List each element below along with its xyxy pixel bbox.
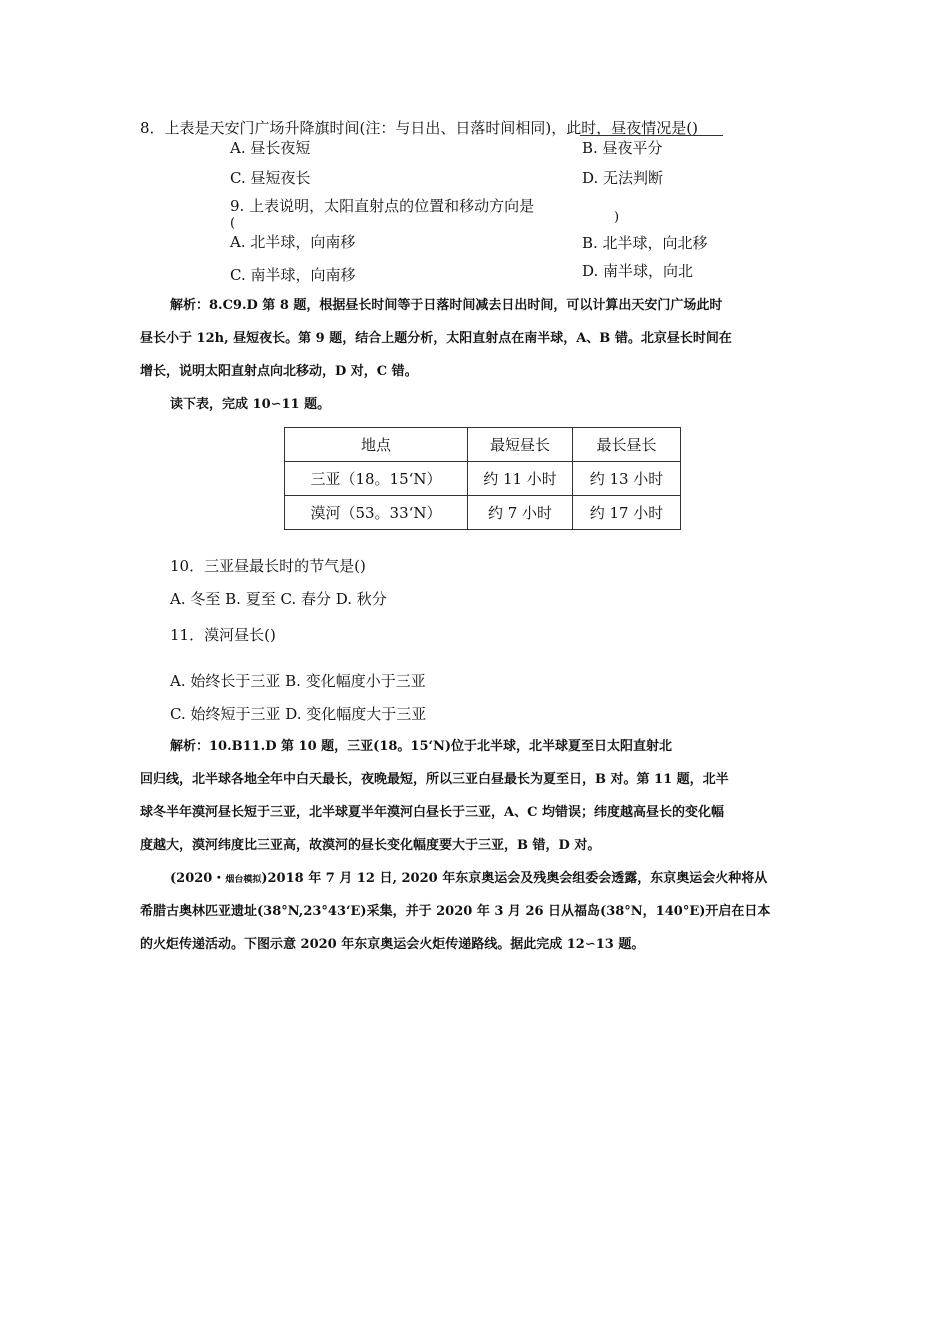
table-cell: 约 7 小时 [468,496,573,530]
analysis1-line2: 昼长小于 12h, 昼短夜长。第 9 题，结合上题分析，太阳直射点在南半球，A、B 错。北京昼长时间在 [140,331,732,346]
analysis2-line3: 球冬半年漠河昼长短于三亚，北半球夏半年漠河白昼长于三亚，A、C 均错误；纬度越高昼长的变化幅 [140,805,724,820]
table-row [285,462,681,496]
q10-options: A. 冬至 B. 夏至 C. 春分 D. 秋分 [170,590,387,608]
q9-option-a: A. 北半球，向南移 [230,233,356,251]
passage-line3: 的火炬传递活动。下图示意 2020 年东京奥运会火炬传递路线。据此完成 12∽13 题。 [140,937,645,952]
q9-paren-close: ) [614,210,620,225]
analysis2-line4: 度越大，漠河纬度比三亚高，故漠河的昼长变化幅度要大于三亚，B 错，D 对。 [140,838,601,853]
table-header-row [285,428,681,462]
q8-option-d: D. 无法判断 [582,169,664,187]
q8-option-c: C. 昼短夜长 [230,169,311,187]
q10-stem: 10．三亚昼最长时的节气是() [170,557,366,575]
q9-option-b: B. 北半球，向北移 [582,234,708,252]
analysis2-line1: 解析：10.B11.D 第 10 题，三亚(18。15‘N)位于北半球，北半球夏至日太阳直射北 [170,739,673,754]
table-header-cell: 最短昼长 [468,428,573,462]
q9-option-c: C. 南半球，向南移 [230,266,356,284]
table-cell: 约 11 小时 [468,462,573,496]
table-header-cell: 最长昼长 [573,428,681,462]
q8-option-a: A. 昼长夜短 [230,139,311,157]
table-cell: 三亚（18。15‘N） [285,462,468,496]
analysis2-line2: 回归线，北半球各地全年中白天最长，夜晚最短，所以三亚白昼最长为夏至日，B 对。第 11 题，北半 [140,772,729,787]
table-header-cell: 地点 [285,428,468,462]
analysis1-line3: 增长，说明太阳直射点向北移动，D 对，C 错。 [140,364,418,379]
q8-stem: 8．上表是天安门广场升降旗时间(注：与日出、日落时间相同)，此时，昼夜情况是() [140,119,698,137]
q9-stem: 9. 上表说明，太阳直射点的位置和移动方向是 [230,197,535,215]
passage-source: 烟台模拟 [225,875,262,885]
passage-line2: 希腊古奥林匹亚遗址(38°N,23°43‘E)采集，并于 2020 年 3 月 26 日从福岛(38°N，140°E)开启在日本 [140,904,771,919]
q11-stem: 11．漠河昼长() [170,626,276,644]
passage-line1-rest: )2018 年 7 月 12 日, 2020 年东京奥运会及残奥会组委会透露，东京奥运会火种将从 [261,871,768,886]
q8-underline [580,135,723,136]
table-cell: 约 13 小时 [573,462,681,496]
daylength-table [284,427,681,530]
table-intro: 读下表，完成 10∽11 题。 [170,397,331,412]
passage-prefix: (2020・ [170,871,226,886]
q11-options-line1: A. 始终长于三亚 B. 变化幅度小于三亚 [170,672,426,690]
q11-options-line2: C. 始终短于三亚 D. 变化幅度大于三亚 [170,705,427,723]
q8-option-b: B. 昼夜平分 [582,139,663,157]
table-cell: 漠河（53。33‘N） [285,496,468,530]
passage-line1 [170,869,767,890]
q9-option-d: D. 南半球，向北 [582,262,694,280]
q9-paren-open: ( [230,216,236,231]
table-row [285,496,681,530]
table-cell: 约 17 小时 [573,496,681,530]
analysis1-line1: 解析：8.C9.D 第 8 题，根据昼长时间等于日落时间减去日出时间，可以计算出天安门广场此时 [170,298,723,313]
